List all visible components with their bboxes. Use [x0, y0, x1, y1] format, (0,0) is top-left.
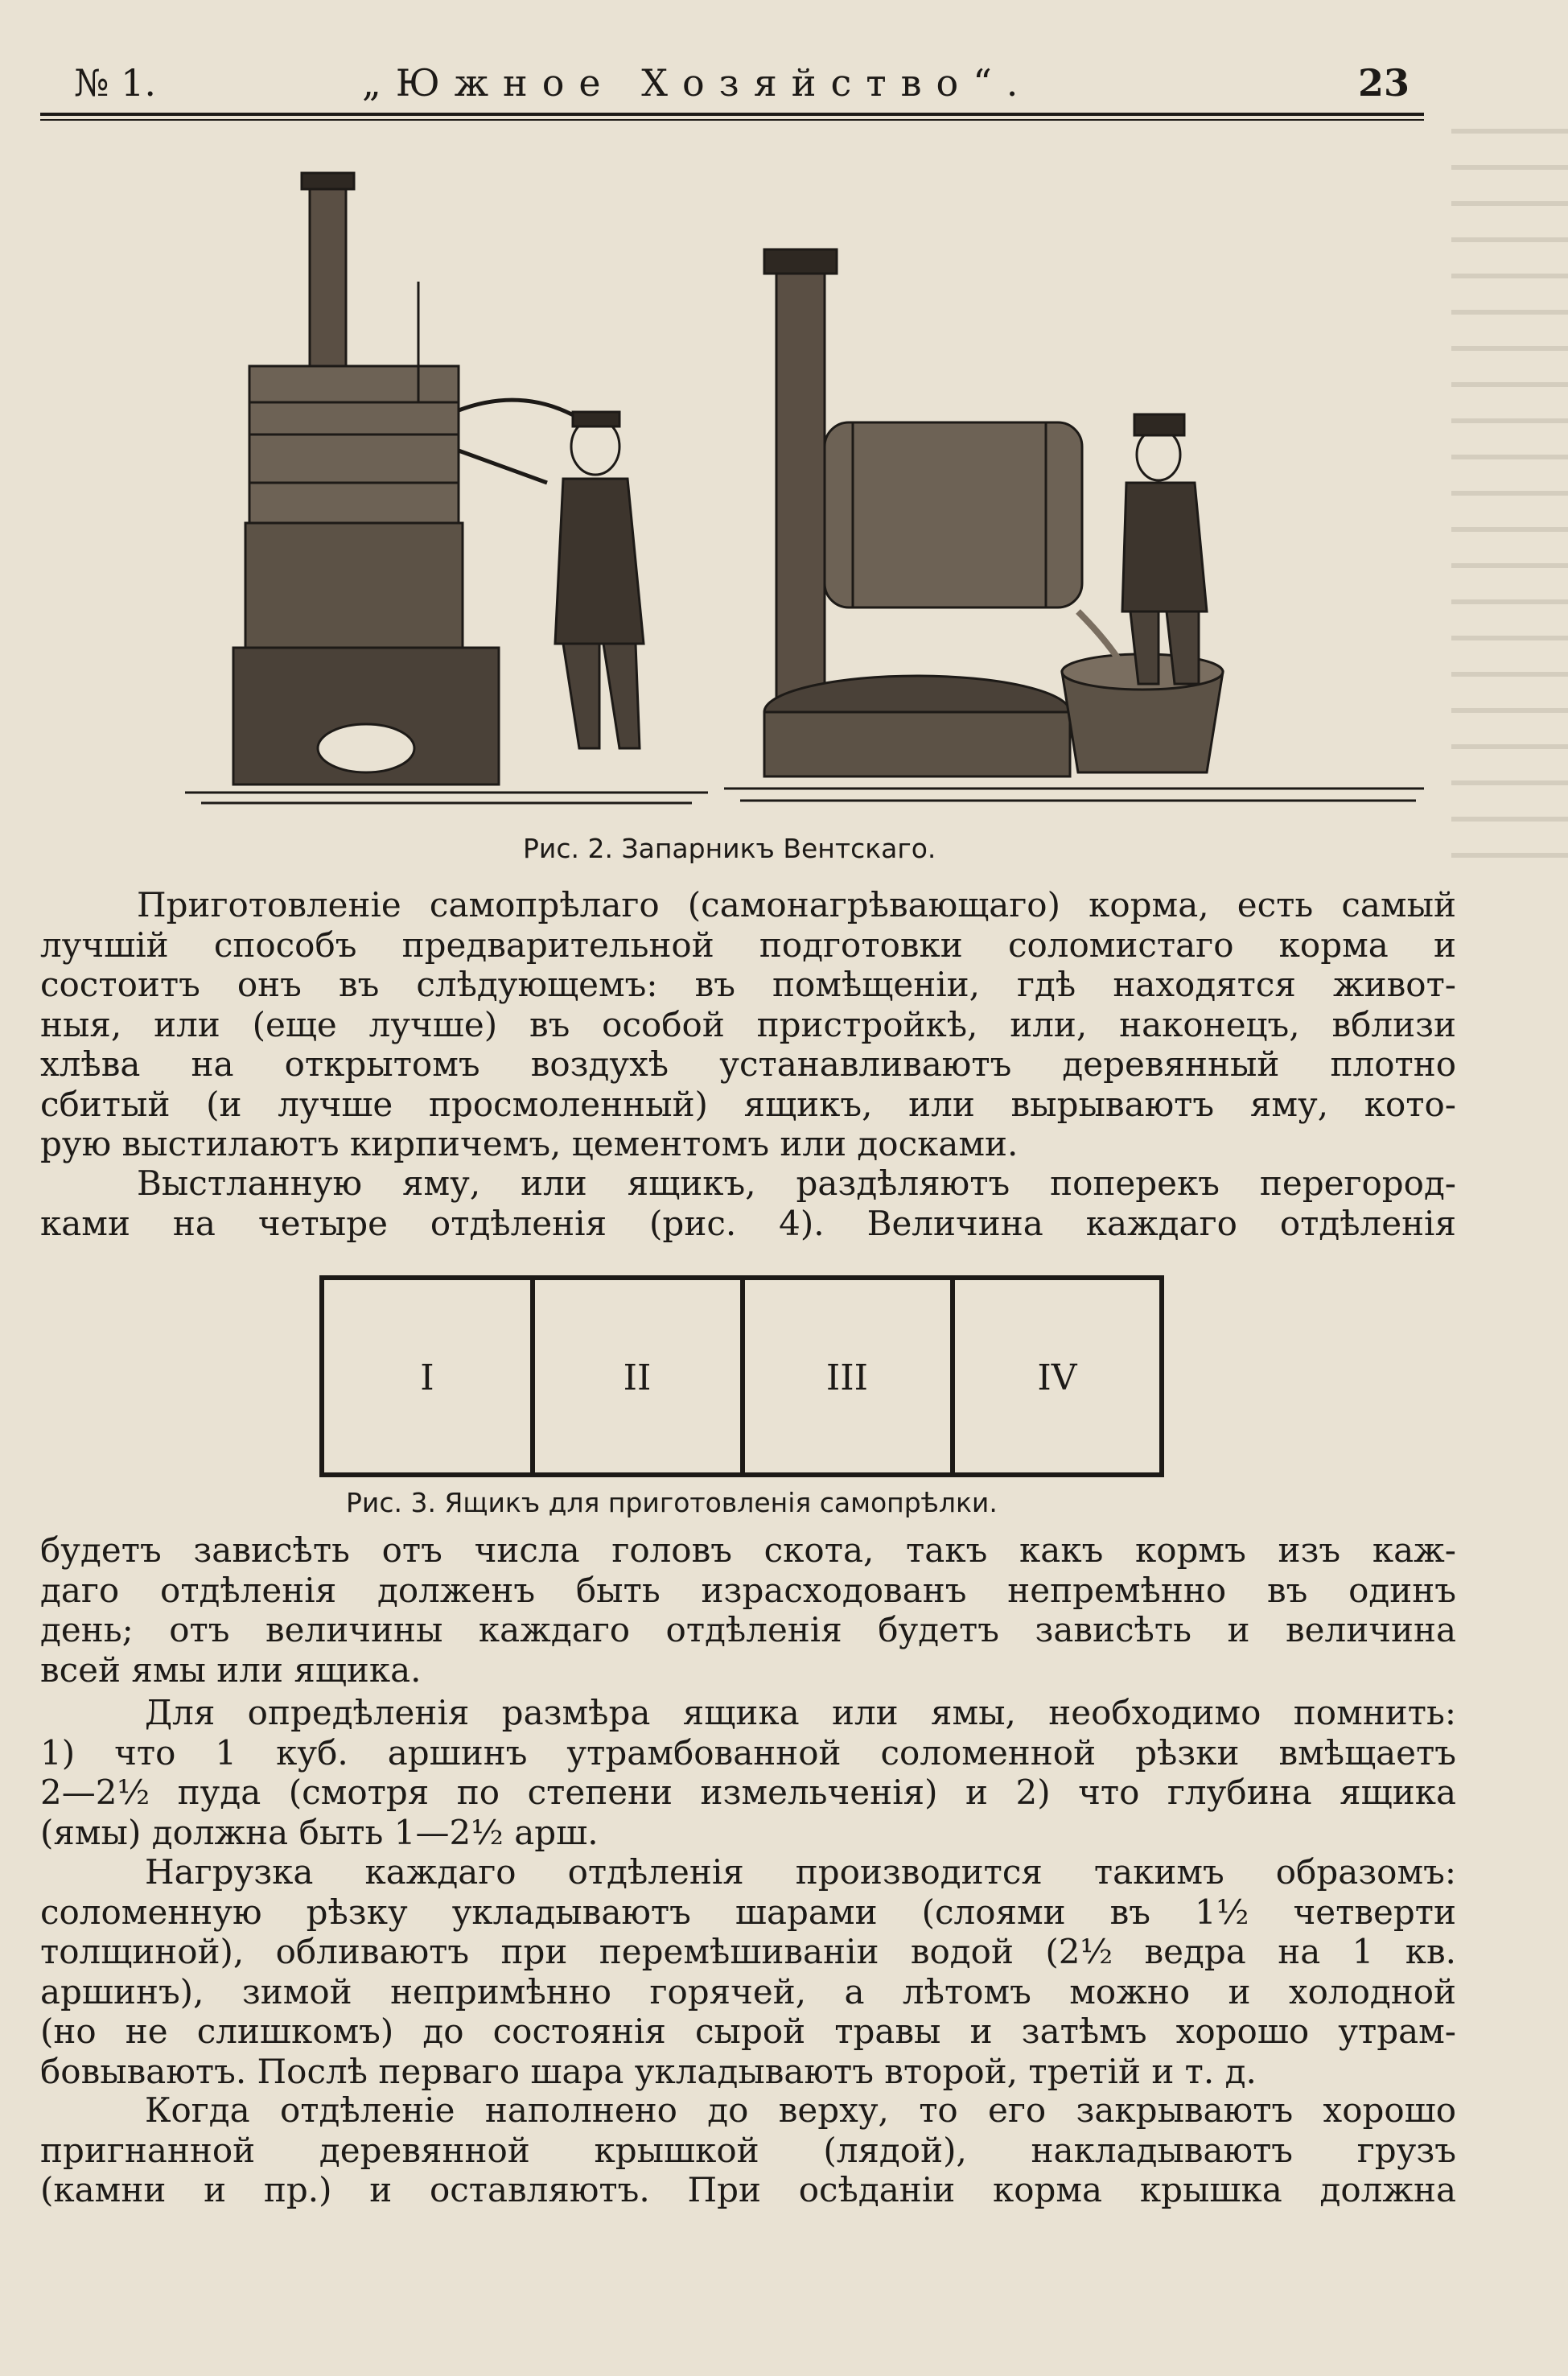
text-line: толщиной), обливаютъ при перемѣшиваніи водой (2½ ведра на 1 кв. — [40, 1932, 1456, 1971]
text-line: Когда отдѣленіе наполнено до верху, то его закрываютъ хорошо — [145, 2090, 1456, 2130]
text-line: 1) что 1 куб. аршинъ утрамбованной соломенной рѣзки вмѣщаетъ — [40, 1732, 1456, 1773]
paragraph-3 — [40, 1530, 1456, 1690]
text-line: состоитъ онъ въ слѣдующемъ: въ помѣщеніи, гдѣ находятся живот- — [40, 965, 1456, 1004]
paragraph-1 — [40, 885, 1456, 1164]
text-line: всей ямы или ящика. — [40, 1649, 422, 1690]
text-line: лучшій способъ предварительной подготовки соломистаго корма и — [40, 924, 1456, 965]
issue-number: № 1. — [74, 61, 157, 105]
text-line: Для опредѣленія размѣра ящика или ямы, необходимо помнить: — [145, 1693, 1456, 1732]
text-line: (но не слишкомъ) до состоянія сырой травы и затѣмъ хорошо утрам- — [40, 2012, 1456, 2051]
box-cell-label: II — [623, 1357, 652, 1398]
page-number: 23 — [1357, 61, 1410, 105]
journal-title: „Южное Хозяйство“. — [362, 61, 1033, 105]
text-line: даго отдѣленія долженъ быть израсходованъ непремѣнно въ одинъ — [40, 1570, 1456, 1610]
box-cell-label: IV — [1037, 1357, 1077, 1398]
text-line: ныя, или (еще лучше) въ особой пристройкѣ, или, наконецъ, вблизи — [40, 1004, 1456, 1044]
paragraph-5 — [40, 1852, 1456, 2091]
worker-left-illustration — [555, 412, 644, 748]
text-line: хлѣва на открытомъ воздухѣ устанавливаютъ деревянный плотно — [40, 1044, 1456, 1084]
worker-right-illustration — [1122, 414, 1207, 684]
figure-2-caption: Рис. 2. Запарникъ Вентскаго. — [523, 833, 936, 864]
paragraph-6 — [40, 2090, 1456, 2210]
text-line: (ямы) должна быть 1—2½ арш. — [40, 1812, 599, 1852]
right-steamer-illustration — [724, 249, 1424, 801]
text-line: день; отъ величины каждаго отдѣленія будетъ зависѣть и величина — [40, 1610, 1456, 1649]
text-line: Приготовленіе самопрѣлаго (самонагрѣвающаго) корма, есть самый — [137, 885, 1456, 924]
paragraph-2 — [40, 1163, 1456, 1243]
box-outline — [322, 1278, 1162, 1475]
text-line: соломенную рѣзку укладываютъ шарами (слоями въ 1½ четверти — [40, 1892, 1456, 1932]
text-line: 2—2½ пуда (смотря по степени измельченія) и 2) что глубина ящика — [40, 1773, 1456, 1812]
text-line: сбитый (и лучше просмоленный) ящикъ, или вырываютъ яму, кото- — [40, 1084, 1456, 1124]
figure-2-steamer-engraving — [0, 0, 1568, 829]
text-line: бовываютъ. Послѣ перваго шара укладываютъ второй, третій и т. д. — [40, 2051, 1257, 2091]
text-line: пригнанной деревянной крышкой (лядой), накладываютъ грузъ — [40, 2130, 1456, 2170]
box-cell-label: III — [825, 1357, 869, 1398]
text-line: рую выстилаютъ кирпичемъ, цементомъ или досками. — [40, 1124, 1019, 1163]
text-line: Выстланную яму, или ящикъ, раздѣляютъ поперекъ перегород- — [137, 1163, 1456, 1203]
text-line: (камни и пр.) и оставляютъ. При осѣданіи корма крышка должна — [40, 2170, 1456, 2209]
text-line: аршинъ), зимой непримѣнно горячей, а лѣтомъ можно и холодной — [40, 1971, 1456, 2012]
text-line: Нагрузка каждаго отдѣленія производится такимъ образомъ: — [145, 1852, 1456, 1892]
paragraph-4 — [40, 1693, 1456, 1852]
figure-3-caption: Рис. 3. Ящикъ для приготовленія самопрѣлки. — [346, 1487, 998, 1518]
text-line: будетъ зависѣть отъ числа головъ скота, такъ какъ кормъ изъ каж- — [40, 1530, 1456, 1570]
box-cell-label: I — [420, 1357, 434, 1398]
text-line: ками на четыре отдѣленія (рис. 4). Величина каждаго отдѣленія — [40, 1203, 1456, 1243]
